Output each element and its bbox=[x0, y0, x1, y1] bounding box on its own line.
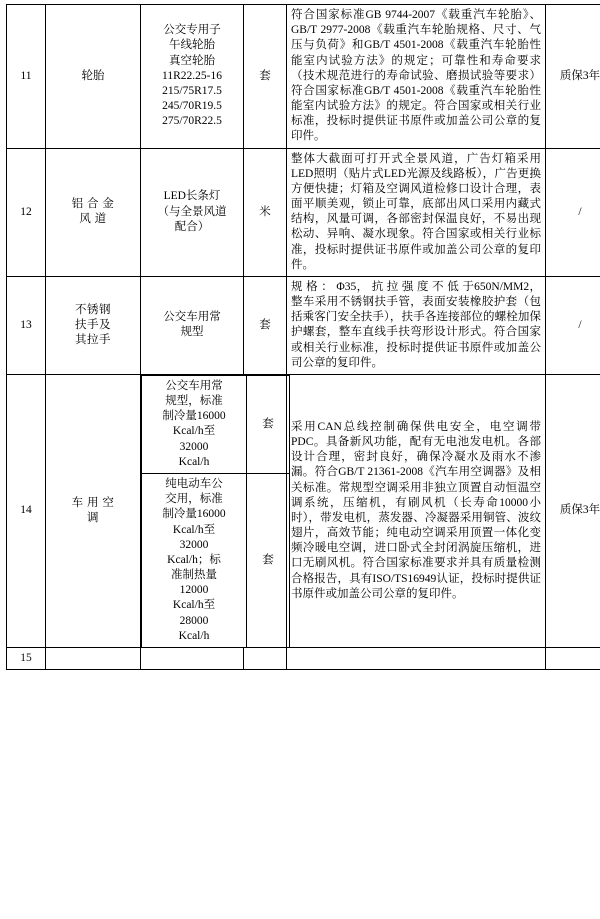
item-name-line: 调 bbox=[87, 511, 99, 524]
row-description: 符合国家标准GB 9744-2007《载重汽车轮胎》、GB/T 2977-2008《载重汽车轮胎规格、尺寸、气压与负荷》和GB/T 4501-2008《载重汽车轮胎性能室内试验方法》的规定；可靠性和寿命要求（技术规范进行的寿命试验、磨损试验等要求） 符合国家标准GB/T 4501-2008《载重汽车轮胎性能室内试验方法》的规定。符合国家或相关行业标准，投标时提供证书原件或加盖公司公章的复印件。 bbox=[287, 5, 546, 149]
row-model bbox=[141, 647, 244, 669]
model-line: 11R22.25-16 bbox=[162, 69, 222, 82]
row-model-unit-group bbox=[141, 374, 287, 647]
row-model bbox=[141, 276, 244, 374]
model-line: 32000 bbox=[179, 440, 209, 453]
row-description bbox=[287, 647, 546, 669]
row-unit: 米 bbox=[244, 148, 287, 276]
model-line: 真空轮胎 bbox=[169, 54, 215, 67]
row-number: 11 bbox=[7, 5, 46, 149]
table-row bbox=[7, 148, 600, 276]
item-name-line: 风 道 bbox=[79, 213, 107, 226]
row-number: 13 bbox=[7, 276, 46, 374]
row-item-name bbox=[46, 276, 141, 374]
row-item-name bbox=[46, 374, 141, 647]
table-row bbox=[7, 374, 600, 647]
row-warranty: 质保3年 bbox=[546, 374, 600, 647]
model-line: Kcal/h至 bbox=[172, 599, 216, 612]
specification-table bbox=[6, 4, 600, 670]
model-line: 公交车用常 bbox=[165, 379, 223, 392]
model-line: （与全景风道 bbox=[157, 205, 227, 218]
model-line: Kcal/h至 bbox=[172, 425, 216, 438]
row-number: 14 bbox=[7, 374, 46, 647]
model-line: 规型，标准 bbox=[165, 395, 223, 408]
model-line: 规型 bbox=[180, 326, 204, 339]
model-line: 245/70R19.5 bbox=[162, 100, 222, 113]
model-line: 制冷量16000 bbox=[162, 410, 226, 423]
model-line: 32000 bbox=[179, 538, 209, 551]
row-item-name bbox=[46, 647, 141, 669]
model-line: 午线轮胎 bbox=[169, 39, 215, 52]
model-line: Kcal/h bbox=[178, 629, 210, 642]
row-model bbox=[141, 148, 244, 276]
model-line: 制冷量16000 bbox=[162, 508, 226, 521]
row-warranty: 质保3年 bbox=[546, 5, 600, 149]
row-warranty bbox=[546, 647, 600, 669]
table-row bbox=[7, 5, 600, 149]
sub-model bbox=[142, 375, 247, 473]
model-line: 纯电动车公 bbox=[165, 477, 223, 490]
item-name-line: 铝 合 金 bbox=[71, 198, 115, 211]
model-line: Kcal/h bbox=[178, 455, 210, 468]
table-row-clipped bbox=[7, 647, 600, 669]
sub-unit: 套 bbox=[247, 473, 290, 646]
row-description: 规 格 ： Φ35， 抗 拉 强 度 不 低 于650N/MM2，整车采用不锈钢扶手管，表面安装橡胶护套（包括乘客门安全扶手），扶手各连接部位的螺栓加保护螺套，整车直线手扶弯形设计形式。符合国家或相关行业标准，投标时提供证书原件或加盖公司公章的复印件。 bbox=[287, 276, 546, 374]
model-line: 交用，标准 bbox=[165, 493, 223, 506]
row-item-name: 轮胎 bbox=[46, 5, 141, 149]
row-warranty: / bbox=[546, 148, 600, 276]
sub-row bbox=[142, 375, 290, 473]
model-line: 12000 bbox=[179, 584, 209, 597]
model-line: 28000 bbox=[179, 614, 209, 627]
model-line: 准制热量 bbox=[171, 569, 217, 582]
model-unit-subtable bbox=[141, 375, 290, 647]
model-line: 275/70R22.5 bbox=[162, 115, 222, 128]
sub-model bbox=[142, 473, 247, 646]
row-number: 15 bbox=[7, 647, 46, 669]
model-line: 公交车用常 bbox=[163, 311, 221, 324]
row-number: 12 bbox=[7, 148, 46, 276]
sub-unit: 套 bbox=[247, 375, 290, 473]
item-name-line: 不锈钢 bbox=[75, 303, 111, 316]
row-item-name bbox=[46, 148, 141, 276]
row-unit bbox=[244, 647, 287, 669]
model-line: 215/75R17.5 bbox=[162, 84, 222, 97]
row-model bbox=[141, 5, 244, 149]
sub-row bbox=[142, 473, 290, 646]
row-warranty: / bbox=[546, 276, 600, 374]
row-description: 整体大截面可打开式全景风道，广告灯箱采用LED照明（贴片式LED光源及线路板），广告更换方便快捷；灯箱及空调风道检修口设计合理，表面平顺美观，锁止可靠，底部出风口采用内藏式结构，风量可调，各部密封保温良好，不易出现松动、异响、凝水现象。符合国家或相关行业标准，投标时提供证书原件或加盖公司公章的复印件。 bbox=[287, 148, 546, 276]
table-row bbox=[7, 276, 600, 374]
model-line: 配合） bbox=[174, 220, 210, 233]
model-line: Kcal/h；标 bbox=[167, 553, 221, 566]
model-line: LED长条灯 bbox=[163, 190, 221, 203]
row-unit: 套 bbox=[244, 5, 287, 149]
item-name-line: 车 用 空 bbox=[71, 496, 115, 509]
model-line: Kcal/h至 bbox=[172, 523, 216, 536]
model-line: 公交专用子 bbox=[163, 24, 221, 37]
item-name-line: 其拉手 bbox=[75, 334, 111, 347]
row-description: 采用CAN总线控制确保供电安全，电空调带PDC。具备新风功能，配有无电池发电机。各部设计合理，密封良好，确保冷凝水及雨水不渗漏。符合GB/T 21361-2008《汽车用空调器》及相关标准。常规型空调采用非独立顶置自动恒温空调系统，压缩机，有刷风机（长寿命10000小时），带发电机，蒸发器、冷凝器采用铜管、波纹翅片，高效节能；纯电动空调采用顶置一体化变频冷暖电空调，进口卧式全封闭涡旋压缩机，进口无刷风机。符合国家标准要求并具有质量检测合格报告，具有ISO/TS16949认证，投标时提供证书原件或加盖公司公章的复印件。 bbox=[287, 374, 546, 647]
row-unit: 套 bbox=[244, 276, 287, 374]
item-name-line: 扶手及 bbox=[75, 318, 111, 331]
